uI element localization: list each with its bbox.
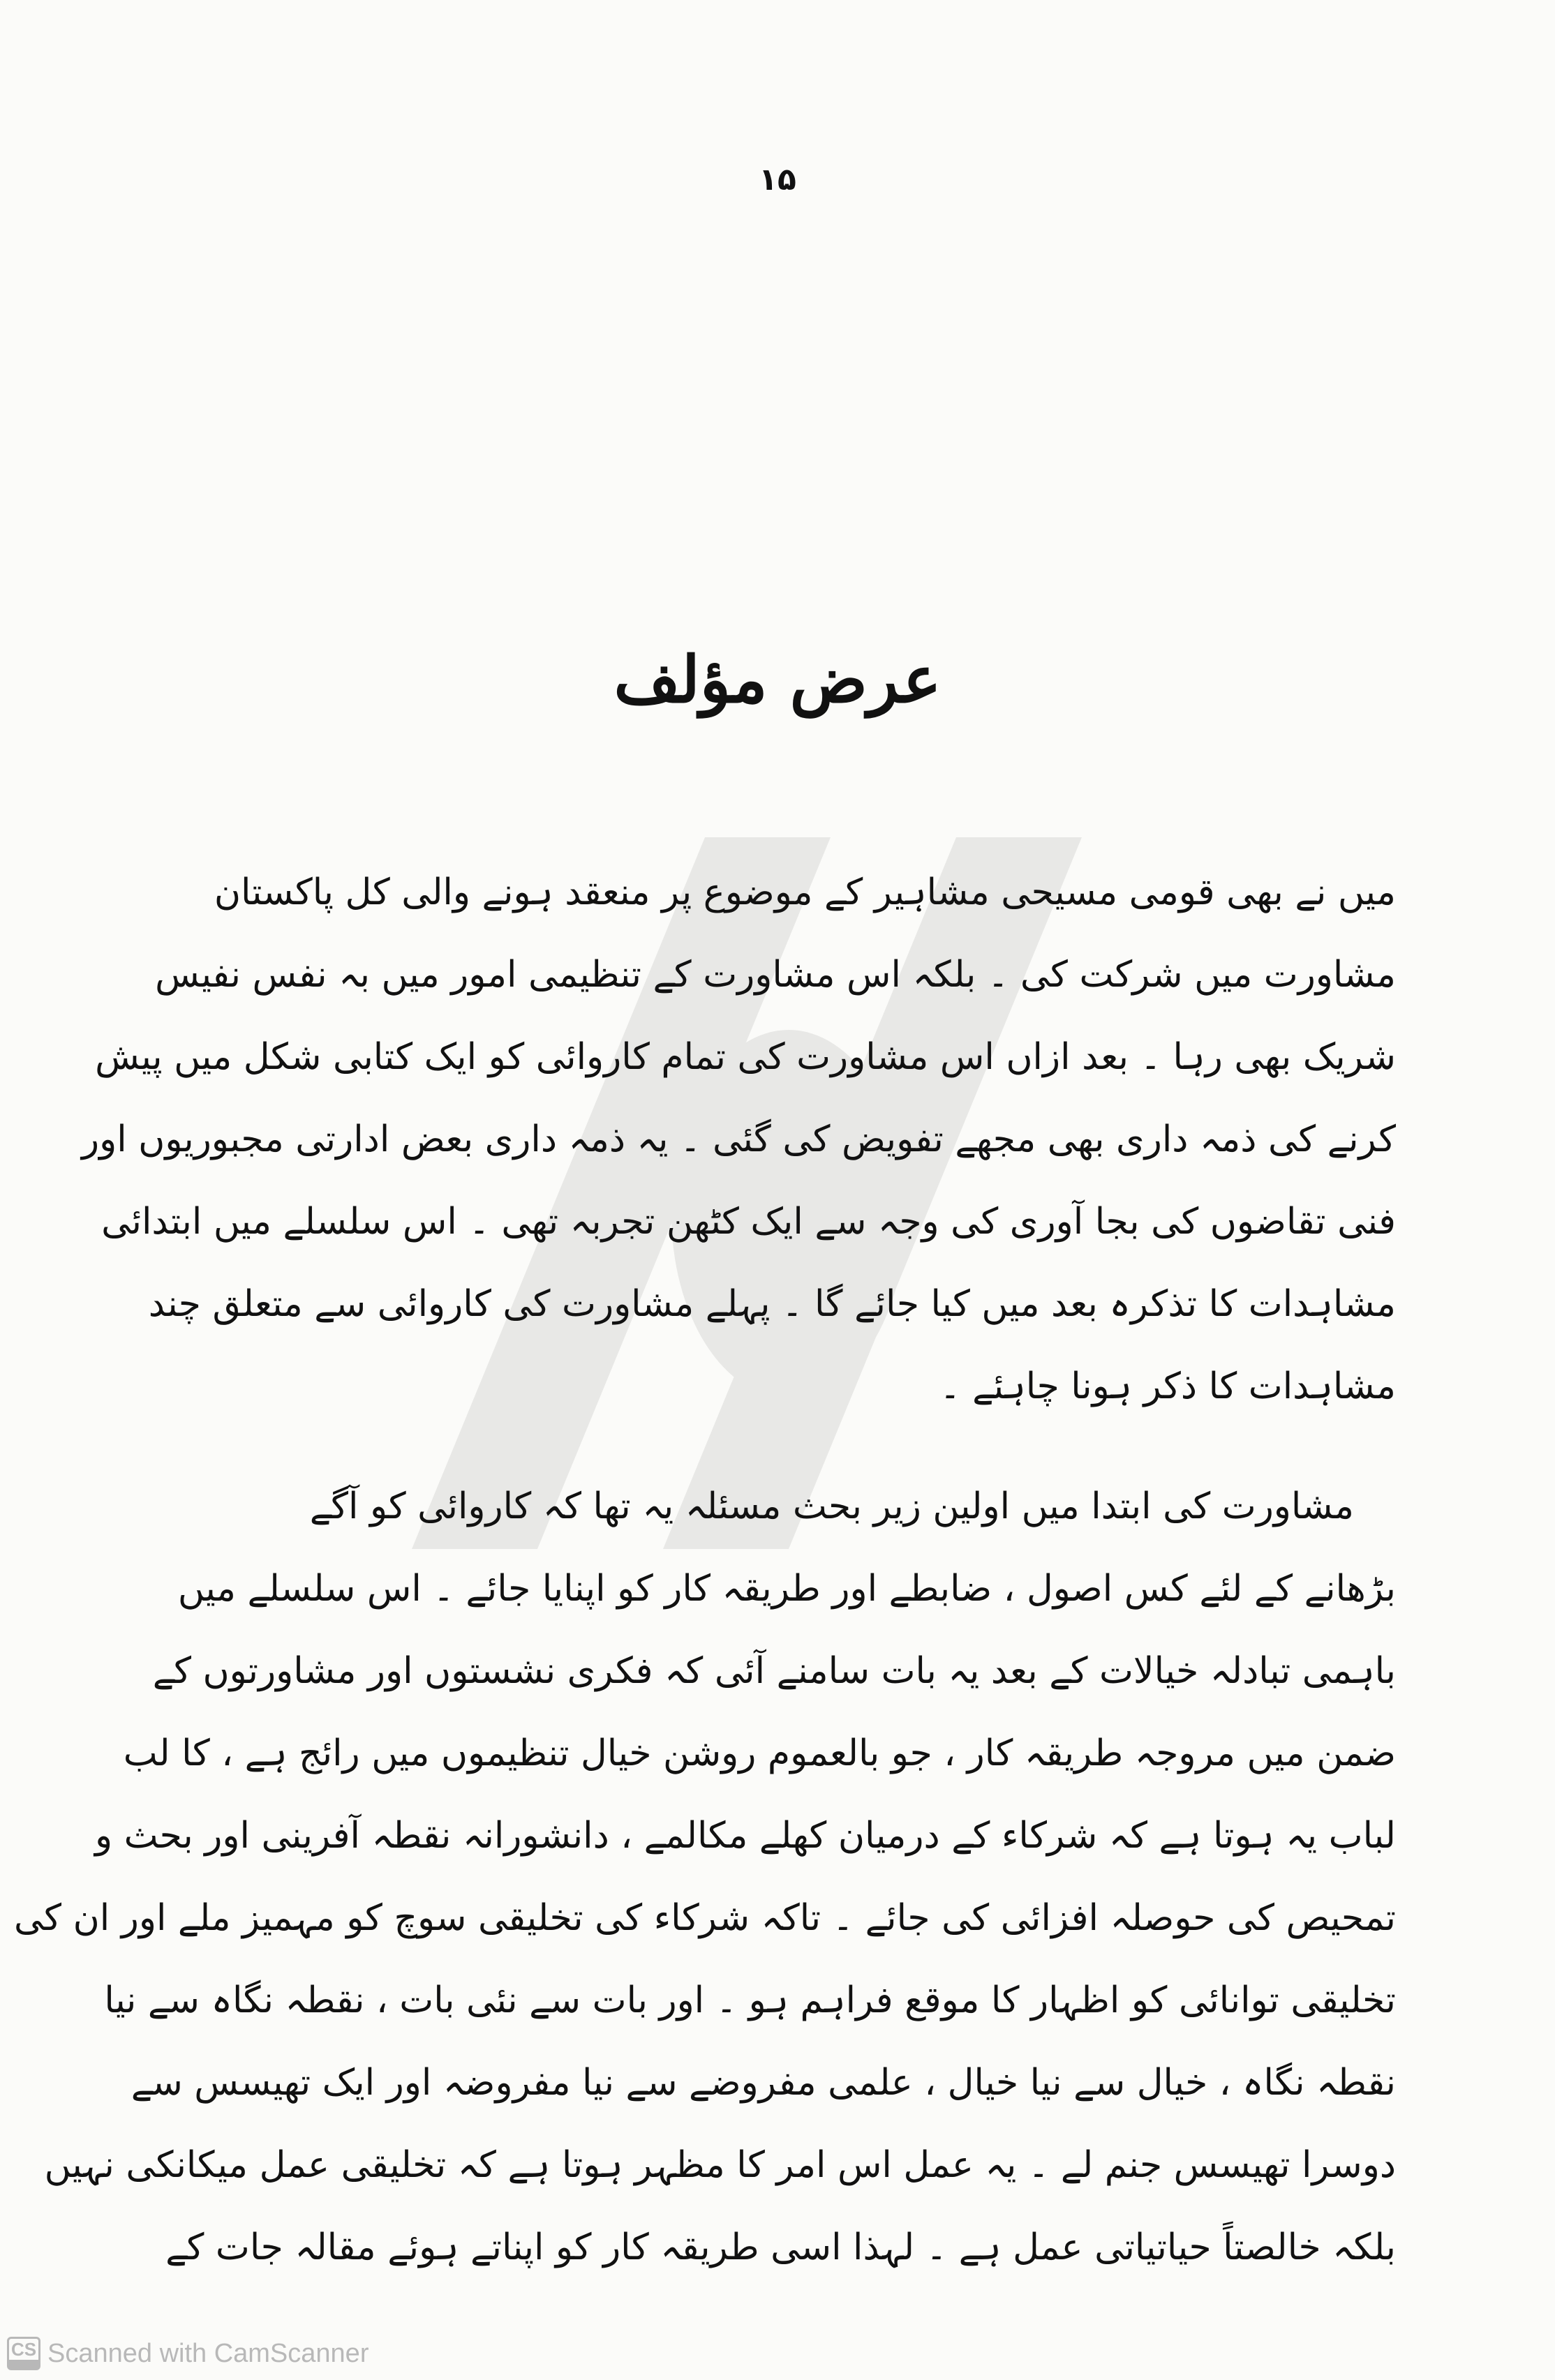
text-line: مشاہدات کا تذکرہ بعد میں کیا جائے گا ۔ پہلے مشاورت کی کاروائی سے متعلق چند xyxy=(148,1283,1396,1325)
paragraph-2 xyxy=(13,1465,1396,2289)
text-line: کرنے کی ذمہ داری بھی مجھے تفویض کی گئی ۔ یہ ذمہ داری بعض ادارتی مجبوریوں اور xyxy=(81,1118,1396,1160)
text-line: مشاورت کی ابتدا میں اولین زیر بحث مسئلہ یہ تھا کہ کاروائی کو آگے xyxy=(309,1485,1354,1527)
chapter-title: عرض مؤلف xyxy=(613,642,942,717)
text-line: بڑھانے کے لئے کس اصول ، ضابطے اور طریقہ کار کو اپنایا جائے ۔ اس سلسلے میں xyxy=(177,1568,1396,1610)
text-line: میں نے بھی قومی مسیحی مشاہیر کے موضوع پر منعقد ہونے والی کل پاکستان xyxy=(214,871,1396,913)
scanner-label: Scanned with CamScanner xyxy=(47,2338,369,2368)
text-line: لباب یہ ہوتا ہے کہ شرکاء کے درمیان کھلے مکالمے ، دانشورانہ نقطہ آفرینی اور بحث و xyxy=(94,1815,1396,1857)
text-line: تخلیقی توانائی کو اظہار کا موقع فراہم ہو ۔ اور بات سے نئی بات ، نقطہ نگاہ سے نیا xyxy=(104,1979,1396,2021)
text-line: نقطہ نگاہ ، خیال سے نیا خیال ، علمی مفروضے سے نیا مفروضہ اور ایک تھیسس سے xyxy=(131,2062,1396,2104)
page-number: ۱۵ xyxy=(759,162,796,197)
text-line: شریک بھی رہا ۔ بعد ازاں اس مشاورت کی تمام کاروائی کو ایک کتابی شکل میں پیش xyxy=(95,1036,1396,1078)
text-line: بلکہ خالصتاً حیاتیاتی عمل ہے ۔ لہذا اسی طریقہ کار کو اپناتے ہوئے مقالہ جات کے xyxy=(165,2226,1396,2268)
text-line: مشاہدات کا ذکر ہونا چاہئے ۔ xyxy=(939,1365,1396,1407)
text-line: باہمی تبادلہ خیالات کے بعد یہ بات سامنے آئی کہ فکری نشستوں اور مشاورتوں کے xyxy=(152,1650,1396,1692)
text-line: مشاورت میں شرکت کی ۔ بلکہ اس مشاورت کے تنظیمی امور میں بہ نفس نفیس xyxy=(155,954,1396,996)
camscanner-logo-icon: CS xyxy=(7,2337,40,2370)
text-line: فنی تقاضوں کی بجا آوری کی وجہ سے ایک کٹھن تجربہ تھی ۔ اس سلسلے میں ابتدائی xyxy=(101,1201,1396,1243)
scanner-footer xyxy=(7,2337,369,2370)
text-line: ضمن میں مروجہ طریقہ کار ، جو بالعموم روشن خیال تنظیموں میں رائج ہے ، کا لب xyxy=(123,1732,1396,1774)
paragraph-1 xyxy=(81,851,1396,1428)
text-line: دوسرا تھیسس جنم لے ۔ یہ عمل اس امر کا مظہر ہوتا ہے کہ تخلیقی عمل میکانکی نہیں xyxy=(44,2144,1396,2186)
text-line: تمحیص کی حوصلہ افزائی کی جائے ۔ تاکہ شرکاء کی تخلیقی سوچ کو مہمیز ملے اور ان کی xyxy=(13,1897,1396,1939)
